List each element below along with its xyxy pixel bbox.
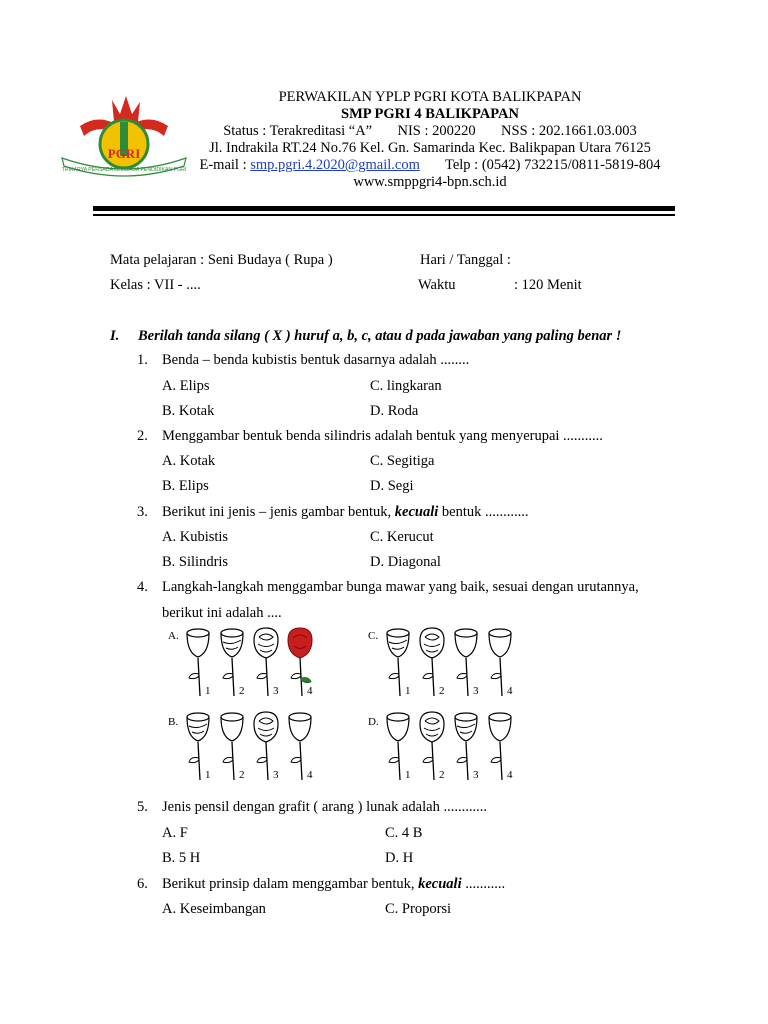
question-text: Benda – benda kubistis bentuk dasarnya adalah ........ <box>162 352 470 368</box>
rose-step-number: 3 <box>273 685 279 697</box>
question-text-part: ........... <box>461 876 506 892</box>
image-option-label-d: D. <box>368 716 379 728</box>
school-address: Jl. Indrakila RT.24 No.76 Kel. Gn. Samarinda Kec. Balikpapan Utara 76125 <box>209 140 651 156</box>
rose-steps-option-b <box>178 712 328 784</box>
accreditation-status: Status : Terakreditasi “A” <box>223 123 373 139</box>
school-name: SMP PGRI 4 BALIKPAPAN <box>341 106 519 122</box>
time-value: : 120 Menit <box>514 277 582 293</box>
school-status-line <box>150 122 710 140</box>
image-option-label-b: B. <box>168 716 179 728</box>
option-c: C. 4 B <box>385 825 423 841</box>
rose-step-number: 3 <box>273 769 279 781</box>
question-text <box>162 503 528 521</box>
rose-step-number: 2 <box>439 769 445 781</box>
foundation-name: PERWAKILAN YPLP PGRI KOTA BALIKPAPAN <box>278 89 582 105</box>
rose-steps-option-a <box>178 628 328 700</box>
rose-step-number: 1 <box>405 685 411 697</box>
rose-step-number: 2 <box>239 685 245 697</box>
option-b: B. Kotak <box>162 403 215 419</box>
header-rule-thick <box>93 206 675 211</box>
image-option-label-a: A. <box>168 630 179 642</box>
question-number: 5. <box>137 799 148 815</box>
rose-step-number: 4 <box>507 685 513 697</box>
rose-step-number: 3 <box>473 769 479 781</box>
svg-text:PGRI: PGRI <box>107 146 141 161</box>
subject-field: Mata pelajaran : Seni Budaya ( Rupa ) <box>110 252 333 268</box>
question-text: Menggambar bentuk benda silindris adalah bentuk yang menyerupai ........... <box>162 428 603 444</box>
question-number: 3. <box>137 504 148 520</box>
svg-text:TRIKARYA PERSADA LEMBAGA PENDI: TRIKARYA PERSADA LEMBAGA PENDIDIKAN PGRI <box>61 167 187 173</box>
option-c: C. Kerucut <box>370 529 434 545</box>
option-d: D. H <box>385 850 414 866</box>
question-number: 1. <box>137 352 148 368</box>
option-c: C. Proporsi <box>385 901 452 917</box>
option-c: C. lingkaran <box>370 378 442 394</box>
option-d: D. Diagonal <box>370 554 441 570</box>
rose-steps-option-c <box>378 628 528 700</box>
option-a: A. Kubistis <box>162 529 229 545</box>
email-link[interactable]: smp.pgri.4.2020@gmail.com <box>250 157 420 173</box>
option-d: D. Segi <box>370 478 414 494</box>
question-text <box>162 875 505 893</box>
question-number: 2. <box>137 428 148 444</box>
option-b: B. 5 H <box>162 850 201 866</box>
option-a: A. Kotak <box>162 453 216 469</box>
class-field: Kelas : VII - .... <box>110 277 201 293</box>
option-d: D. Roda <box>370 403 419 419</box>
rose-step-number: 4 <box>507 769 513 781</box>
rose-step-number: 4 <box>307 685 313 697</box>
question-text: Langkah-langkah menggambar bunga mawar yang baik, sesuai dengan urutannya, <box>162 579 639 595</box>
rose-step-number: 1 <box>205 769 211 781</box>
rose-steps-option-d <box>378 712 528 784</box>
section-number: I. <box>110 328 120 344</box>
question-number: 4. <box>137 579 148 595</box>
rose-step-number: 1 <box>405 769 411 781</box>
rose-step-number: 3 <box>473 685 479 697</box>
option-a: A. F <box>162 825 188 841</box>
option-a: A. Elips <box>162 378 210 394</box>
image-option-label-c: C. <box>368 630 379 642</box>
question-number: 6. <box>137 876 148 892</box>
nss-number: NSS : 202.1661.03.003 <box>501 123 637 139</box>
date-field: Hari / Tanggal : <box>420 252 511 268</box>
option-a: A. Keseimbangan <box>162 901 266 917</box>
email-label: E-mail : <box>199 157 251 173</box>
school-website: www.smppgri4-bpn.sch.id <box>353 174 507 190</box>
option-b: B. Elips <box>162 478 209 494</box>
rose-step-number: 4 <box>307 769 313 781</box>
question-text-part: bentuk ............ <box>438 504 529 520</box>
question-emphasis: kecuali <box>418 876 462 892</box>
nis-number: NIS : 200220 <box>397 123 476 139</box>
option-c: C. Segitiga <box>370 453 435 469</box>
rose-step-number: 1 <box>205 685 211 697</box>
time-label: Waktu <box>418 277 456 293</box>
question-text-part: Berikut ini jenis – jenis gambar bentuk, <box>162 504 395 520</box>
rose-step-number: 2 <box>239 769 245 781</box>
question-text-continued: berikut ini adalah .... <box>162 605 282 621</box>
option-b: B. Silindris <box>162 554 229 570</box>
question-text: Jenis pensil dengan grafit ( arang ) lunak adalah ............ <box>162 799 487 815</box>
header-rule-thin <box>93 214 675 216</box>
phone-number: Telp : (0542) 732215/0811-5819-804 <box>444 157 661 173</box>
rose-step-number: 2 <box>439 685 445 697</box>
question-emphasis: kecuali <box>394 504 439 520</box>
question-text-part: Berikut prinsip dalam menggambar bentuk, <box>162 876 419 892</box>
section-instruction: Berilah tanda silang ( X ) huruf a, b, c, atau d pada jawaban yang paling benar ! <box>138 328 622 344</box>
contact-line <box>150 156 710 174</box>
